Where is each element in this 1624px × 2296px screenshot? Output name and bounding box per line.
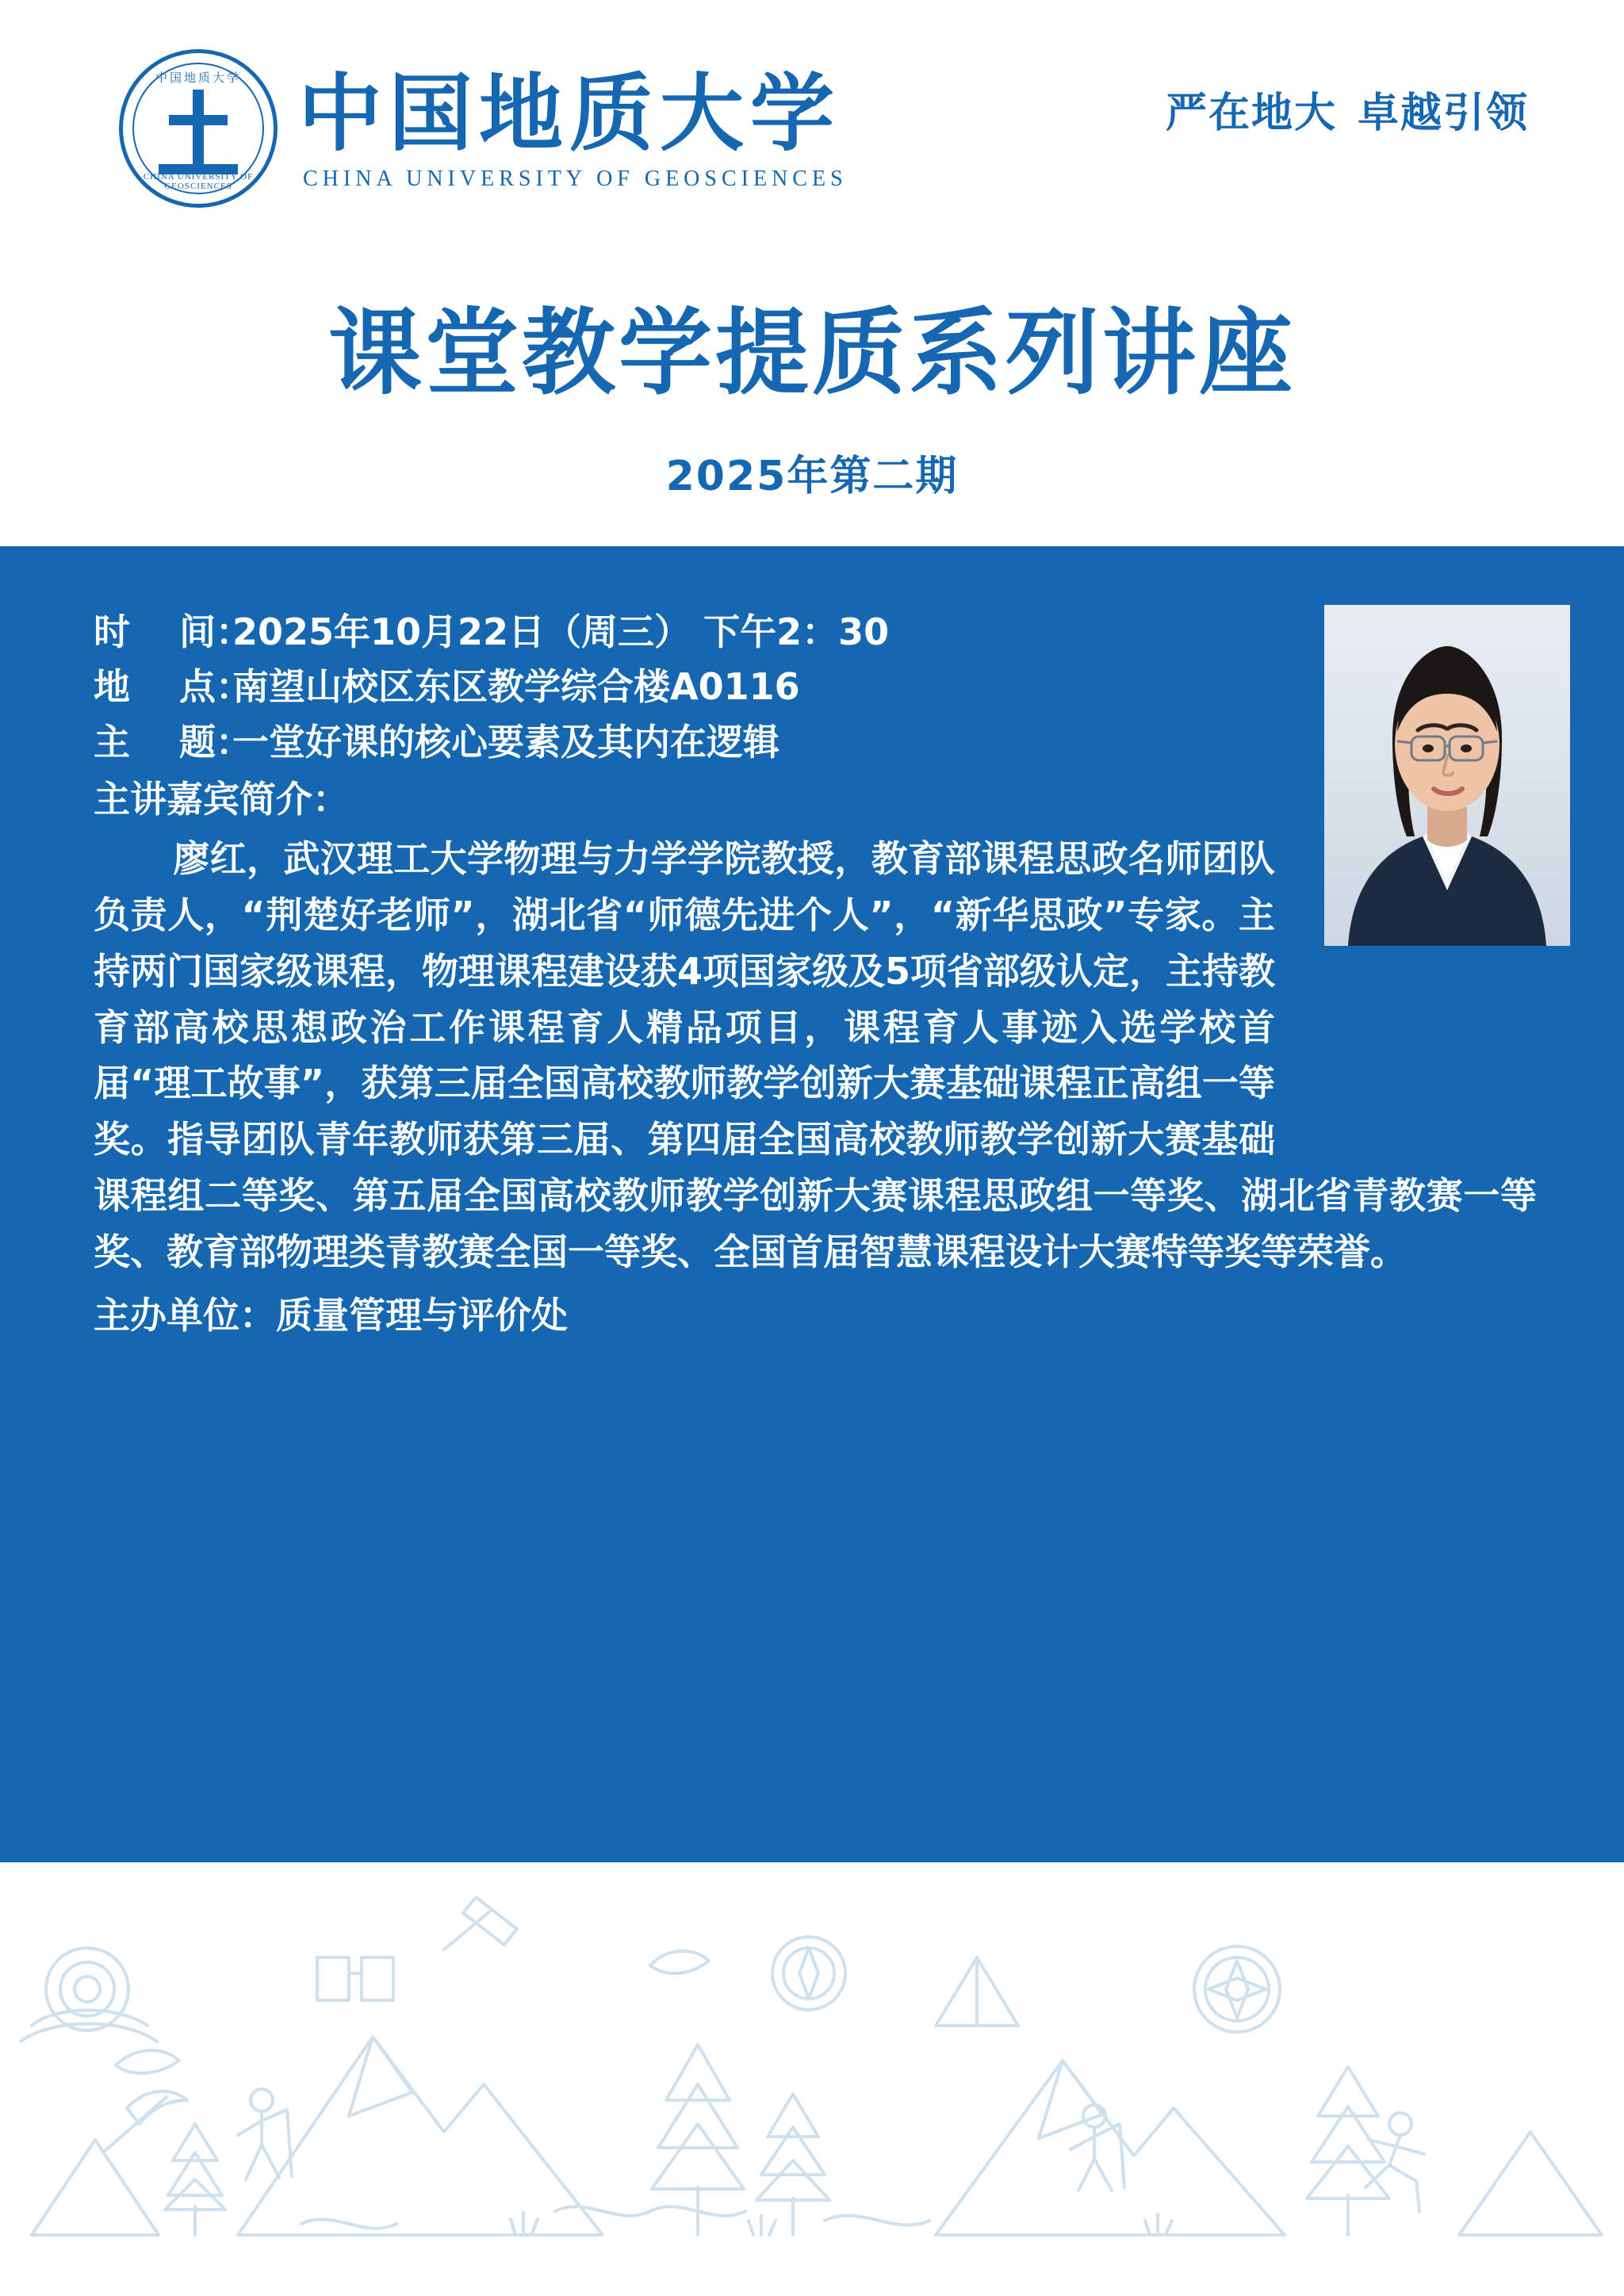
poster-body [0,546,1624,1862]
info-time-value: 2025年10月22日（周三） 下午2：30 [232,610,890,653]
info-time-label: 时 间： [94,610,252,653]
organizer-label: 主办单位： [94,1293,276,1337]
seal-bottom-text: CHINA UNIVERSITY OF GEOSCIENCES [143,172,254,191]
info-topic-value: 一堂好课的核心要素及其内在逻辑 [232,721,779,764]
info-topic [94,715,1537,771]
seal-cross-shape [193,90,204,166]
slogan-right-text: 卓越引领 [1357,90,1529,137]
outdoor-line-art-pattern [0,1862,1624,2248]
page-subtitle: 2025年第二期 [665,452,959,500]
university-logo [119,49,848,208]
speaker-portrait [1324,605,1570,946]
info-place-label: 地 点： [94,665,252,709]
speaker-bio [94,831,1537,1280]
university-name-cn: 中国地质大学 [298,65,841,163]
slogan-left-text: 严在地大 [1165,90,1337,137]
seal-top-text: 中国地质大学 [155,71,241,85]
speaker-intro-label: 主讲嘉宾简介： [94,778,349,821]
university-seal-icon [119,49,278,208]
university-name-en: CHINA UNIVERSITY OF GEOSCIENCES [303,166,848,191]
info-time [94,605,1537,660]
page-title: 课堂教学提质系列讲座 [327,298,1296,408]
seal-crossbar-shape [169,115,228,125]
organizer-value: 质量管理与评价处 [276,1293,568,1337]
portrait-illustration [1324,605,1570,946]
header-slogan [1166,79,1529,139]
info-place [94,660,1537,715]
poster-header [0,0,1624,285]
info-topic-label: 主 题： [94,721,252,764]
speaker-bio-text: 廖红，武汉理工大学物理与力学学院教授，教育部课程思政名师团队负责人，“荆楚好老师”，湖北省“师德先进个人”，“新华思政”专家。主持两门国家级课程，物理课程建设获4项国家级及5项省部级认定，主持教育部高校思想政治工作课程育人精品项目，课程育人事迹入选学校首届“理工故事”，获第三届全国高校教师教学创新大赛基础课程正高组一等奖。指导团队青年教师获第三届、第四届全国高校教师教学创新大赛基础课程组二等奖、第五届全国高校教师教学创新大赛课程思政组一等奖、湖北省青教赛一等奖、教育部物理类青教赛全国一等奖、全国首届智慧课程设计大赛特等奖等荣誉。 [94,837,1537,1273]
title-block [0,285,1624,502]
logo-name-block [298,65,848,191]
info-place-value: 南望山校区东区教学综合楼A0116 [232,665,800,709]
organizer-line [94,1288,1537,1344]
footer-pattern [0,1862,1624,2248]
